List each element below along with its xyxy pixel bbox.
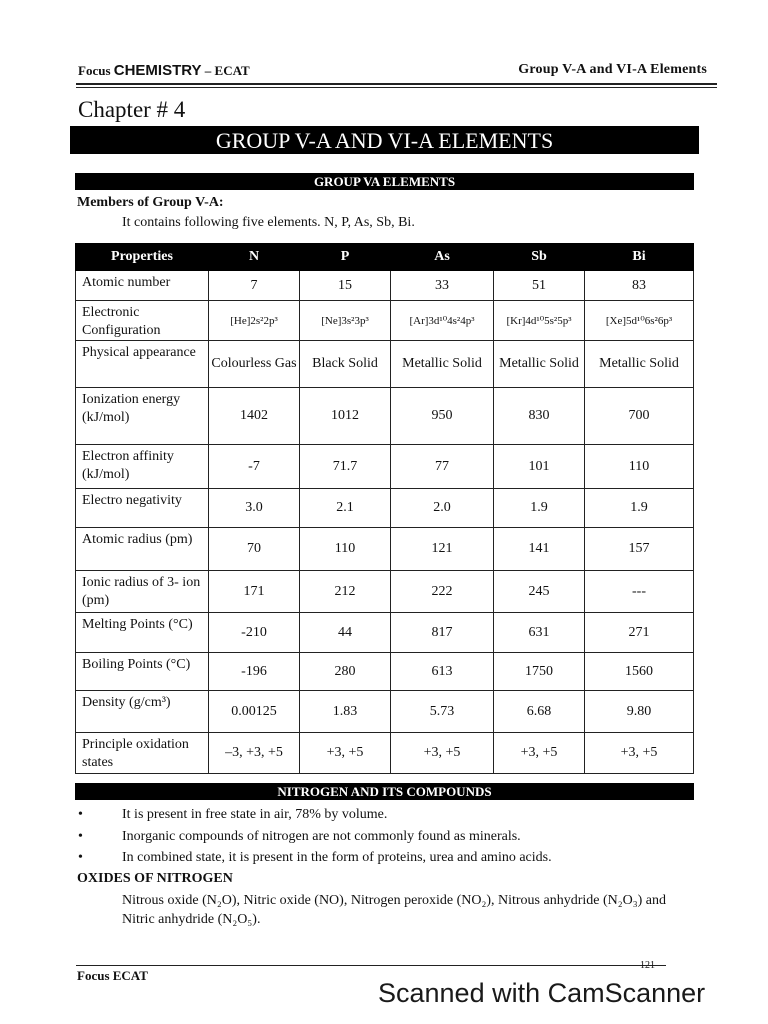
- header-rule: [76, 83, 717, 85]
- table-row: [76, 691, 694, 733]
- property-value: 1402: [209, 388, 300, 445]
- bullet-icon: •: [78, 828, 83, 844]
- property-value: 51: [494, 271, 585, 301]
- property-value: 830: [494, 388, 585, 445]
- property-value: +3, +5: [300, 733, 391, 774]
- table-header-element: Bi: [585, 244, 694, 271]
- property-label: Electro negativity: [76, 489, 209, 528]
- table-row: [76, 388, 694, 445]
- footer-left: Focus ECAT: [77, 968, 148, 983]
- property-value: 141: [494, 528, 585, 571]
- property-value: 44: [300, 613, 391, 653]
- section-heading-group-va: GROUP VA ELEMENTS: [75, 173, 694, 190]
- table-row: [76, 445, 694, 489]
- header-right: Group V-A and VI-A Elements: [518, 62, 707, 77]
- property-value: [Kr]4d¹⁰5s²5p³: [494, 301, 585, 341]
- oxides-text: Nitrous oxide (N₂O), Nitric oxide (NO), Nitrogen peroxide (NO₂), Nitrous anhydride (N₂O₃) and Nitric anhydride (N₂O₅).: [122, 893, 667, 927]
- property-label: Physical appearance: [76, 341, 209, 388]
- property-value: 0.00125: [209, 691, 300, 733]
- property-value: 2.0: [391, 489, 494, 528]
- section-heading-nitrogen: NITROGEN AND ITS COMPOUNDS: [75, 783, 694, 800]
- bullet-icon: •: [78, 807, 83, 822]
- property-value: 212: [300, 571, 391, 613]
- property-value: 71.7: [300, 445, 391, 489]
- table-header-element: P: [300, 244, 391, 271]
- property-value: 271: [585, 613, 694, 653]
- table-header-properties: Properties: [76, 244, 209, 271]
- table-header-element: As: [391, 244, 494, 271]
- property-value: Black Solid: [300, 341, 391, 388]
- property-value: 613: [391, 653, 494, 691]
- members-heading: Members of Group V-A:: [77, 195, 224, 210]
- property-label: Principle oxidation states: [76, 733, 209, 774]
- property-value: 2.1: [300, 489, 391, 528]
- header-left-prefix: Focus: [78, 63, 114, 78]
- nitrogen-facts-list: [78, 805, 552, 870]
- table-row: [76, 271, 694, 301]
- oxides-heading: OXIDES OF NITROGEN: [77, 871, 233, 886]
- property-value: 9.80: [585, 691, 694, 733]
- list-item-text: In combined state, it is present in the form of proteins, urea and amino acids.: [122, 850, 552, 865]
- property-value: -7: [209, 445, 300, 489]
- header-left: [78, 62, 250, 79]
- property-value: 70: [209, 528, 300, 571]
- page-number: 121: [640, 960, 655, 971]
- table-row: [76, 733, 694, 774]
- property-value: 121: [391, 528, 494, 571]
- chapter-title: GROUP V-A AND VI-A ELEMENTS: [70, 126, 699, 154]
- property-label: Electron affinity (kJ/mol): [76, 445, 209, 489]
- property-label: Atomic radius (pm): [76, 528, 209, 571]
- header-left-bold: CHEMISTRY: [113, 62, 202, 79]
- property-label: Ionic radius of 3- ion (pm): [76, 571, 209, 613]
- table-header-element: N: [209, 244, 300, 271]
- property-value: 222: [391, 571, 494, 613]
- property-value: 817: [391, 613, 494, 653]
- property-label: Atomic number: [76, 271, 209, 301]
- table-header-element: Sb: [494, 244, 585, 271]
- property-label: Density (g/cm³): [76, 691, 209, 733]
- property-value: +3, +5: [585, 733, 694, 774]
- property-value: 101: [494, 445, 585, 489]
- table-row: [76, 341, 694, 388]
- property-value: 110: [300, 528, 391, 571]
- members-text: It contains following five elements. N, P, As, Sb, Bi.: [122, 215, 415, 230]
- property-value: 77: [391, 445, 494, 489]
- property-value: 3.0: [209, 489, 300, 528]
- property-value: 15: [300, 271, 391, 301]
- property-value: 1560: [585, 653, 694, 691]
- bullet-icon: •: [78, 850, 83, 865]
- property-value: -196: [209, 653, 300, 691]
- table-row: [76, 571, 694, 613]
- properties-table: [75, 243, 694, 774]
- property-value: 1012: [300, 388, 391, 445]
- property-value: 631: [494, 613, 585, 653]
- property-value: +3, +5: [494, 733, 585, 774]
- property-label: Electronic Configuration: [76, 301, 209, 341]
- property-value: 1.9: [585, 489, 694, 528]
- chapter-number: Chapter # 4: [78, 97, 186, 122]
- property-value: 33: [391, 271, 494, 301]
- property-value: [Ar]3d¹⁰4s²4p³: [391, 301, 494, 341]
- property-value: 157: [585, 528, 694, 571]
- property-value: -210: [209, 613, 300, 653]
- header-left-suffix: – ECAT: [201, 63, 250, 78]
- camscanner-watermark: Scanned with CamScanner: [378, 978, 706, 1008]
- property-value: 1.9: [494, 489, 585, 528]
- property-value: [Xe]5d¹⁰6s²6p³: [585, 301, 694, 341]
- list-item-text: It is present in free state in air, 78% by volume.: [122, 807, 388, 822]
- property-value: 700: [585, 388, 694, 445]
- property-value: 83: [585, 271, 694, 301]
- property-value: 110: [585, 445, 694, 489]
- property-value: 7: [209, 271, 300, 301]
- table-row: [76, 301, 694, 341]
- property-value: 280: [300, 653, 391, 691]
- property-value: Metallic Solid: [494, 341, 585, 388]
- table-header-row: [76, 244, 694, 271]
- property-value: 1750: [494, 653, 585, 691]
- list-item: [78, 805, 552, 827]
- property-value: 5.73: [391, 691, 494, 733]
- property-value: +3, +5: [391, 733, 494, 774]
- property-value: 950: [391, 388, 494, 445]
- property-value: 6.68: [494, 691, 585, 733]
- property-value: 245: [494, 571, 585, 613]
- list-item: [78, 848, 552, 870]
- footer-rule: [76, 965, 666, 966]
- property-value: [He]2s²2p³: [209, 301, 300, 341]
- property-label: Melting Points (°C): [76, 613, 209, 653]
- property-value: –3, +3, +5: [209, 733, 300, 774]
- table-row: [76, 653, 694, 691]
- property-value: 171: [209, 571, 300, 613]
- property-value: Colourless Gas: [209, 341, 300, 388]
- property-value: Metallic Solid: [585, 341, 694, 388]
- property-value: ---: [585, 571, 694, 613]
- header-rule-thin: [76, 87, 717, 88]
- property-label: Ionization energy (kJ/mol): [76, 388, 209, 445]
- property-label: Boiling Points (°C): [76, 653, 209, 691]
- list-item-text: Inorganic compounds of nitrogen are not commonly found as minerals.: [122, 828, 521, 844]
- table-row: [76, 489, 694, 528]
- property-value: 1.83: [300, 691, 391, 733]
- property-value: Metallic Solid: [391, 341, 494, 388]
- property-value: [Ne]3s²3p³: [300, 301, 391, 341]
- table-row: [76, 613, 694, 653]
- table-row: [76, 528, 694, 571]
- list-item: [78, 827, 552, 849]
